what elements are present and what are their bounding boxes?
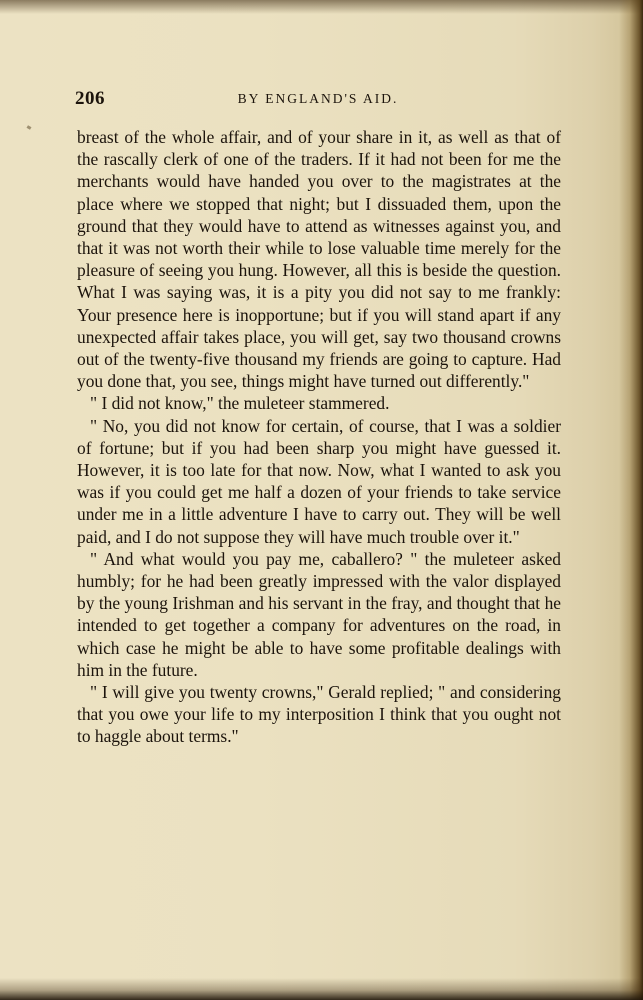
top-shadow xyxy=(0,0,643,14)
paragraph: " I will give you twenty crowns," Gerald replied; " and considering that you owe your life to my interposition I think that you ought not to haggle about terms." xyxy=(77,682,561,747)
paragraph: breast of the whole affair, and of your share in it, as well as that of the rascally clerk of one of the traders. If it had not been for me the merchants would have handed you over to the magistrates at the place where we stopped that night; but I dissuaded them, upon the ground that they would have to attend as witnesses against you, and that it was not worth their while to lose valuable time merely for the pleasure of seeing you hung. However, all this is beside the question. What I was saying was, it is a pity you did not say to me frankly: Your presence here is inopportune; but if you will stand apart if any unexpected affair takes place, you will get, say two thousand crowns out of the twenty-five thousand my friends are going to capture. Had you done that, you see, things might have turned out differently." xyxy=(77,127,561,392)
paragraph: " And what would you pay me, caballero? " the muleteer asked humbly; for he had been greatly impressed with the valor displayed by the young Irishman and his servant in the fray, and thought that he intended to get together a company for adventures on the road, in which case he might be able to have some profitable dealings with him in the future. xyxy=(77,548,561,680)
page-number: 206 xyxy=(75,88,105,109)
bottom-shadow xyxy=(0,978,643,1000)
running-head xyxy=(75,88,561,112)
margin-mark xyxy=(27,125,32,130)
running-title: BY ENGLAND'S AID. xyxy=(237,91,399,106)
page-edge-shadow xyxy=(619,0,643,1000)
body-text xyxy=(77,126,561,748)
paragraph: " I did not know," the muleteer stammered. xyxy=(90,393,390,414)
paragraph: " No, you did not know for certain, of course, that I was a soldier of fortune; but if you had been sharp you might have guessed it. However, it is too late for that now. Now, what I wanted to ask you was if you could get me half a dozen of your friends to take service under me in a little adventure I have to carry out. They will be well paid, and I do not suppose they will have much trouble over it." xyxy=(77,415,561,547)
